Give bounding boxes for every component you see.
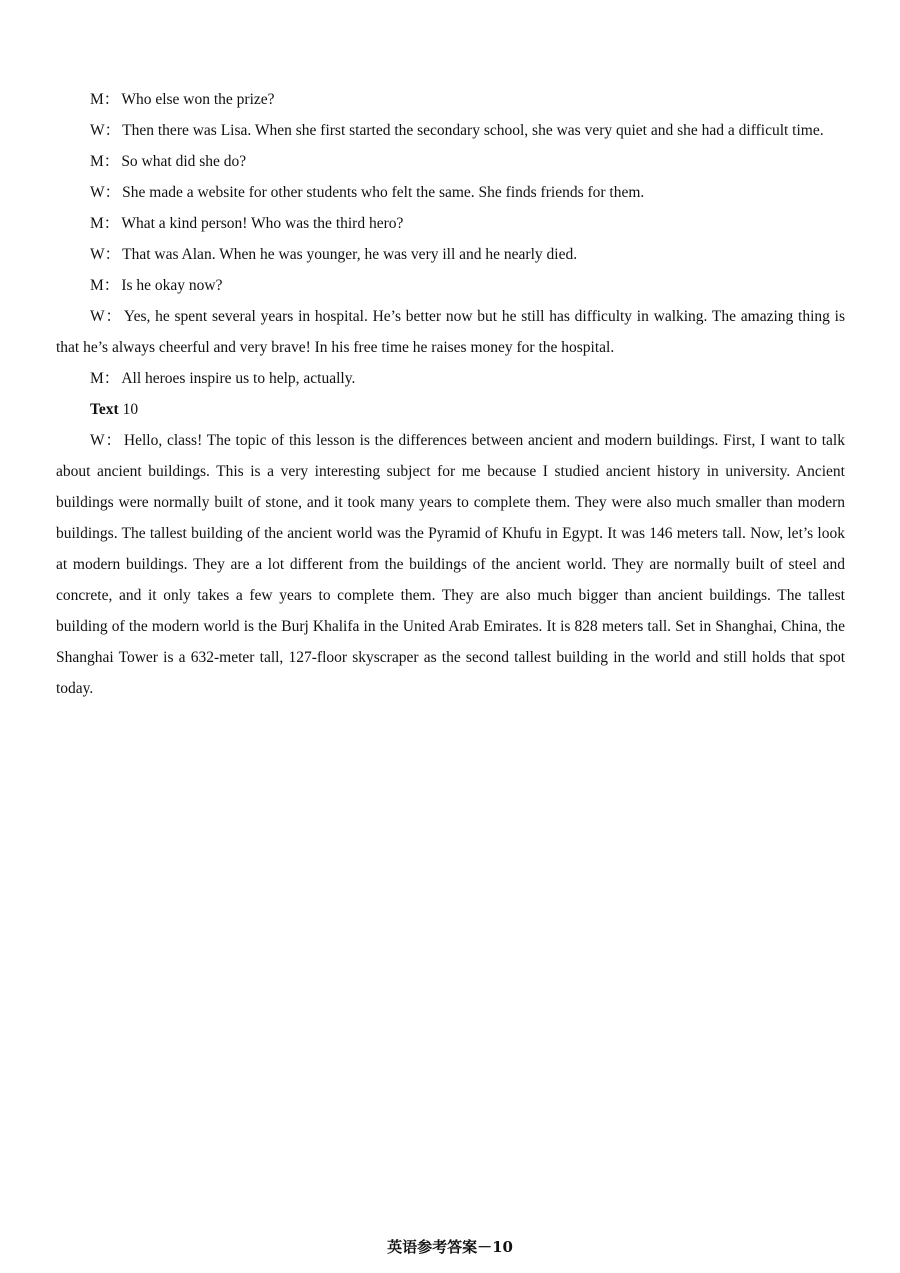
speaker-separator: ： xyxy=(104,246,121,263)
section-heading xyxy=(56,394,845,425)
speaker-separator: ： xyxy=(103,153,120,170)
dialogue-line xyxy=(56,239,845,270)
speaker-separator: ： xyxy=(103,91,120,108)
speaker-separator: ： xyxy=(104,122,121,139)
monologue-text: Hello, class! The topic of this lesson is the differences between ancient and modern buildings. First, I want to talk about ancient buildings. This is a very interesting subject for me because I studied ancient history in university. Ancient buildings were normally built of stone, and it took many years to complete them. They were also much smaller than modern buildings. The tallest building of the ancient world was the Pyramid of Khufu in Egypt. It was 146 meters tall. Now, let’s look at modern buildings. They are a lot different from the buildings of the ancient world. They are normally built of steel and concrete, and it only takes a few years to complete them. They are also much bigger than ancient buildings. The tallest building of the modern world is the Burj Khalifa in the United Arab Emirates. It is 828 meters tall. Set in Shanghai, China, the Shanghai Tower is a 632-meter tall, 127-floor skyscraper as the second tallest building in the world and still holds that spot today. xyxy=(56,432,845,697)
speaker-label: W xyxy=(90,308,105,325)
section-number: 10 xyxy=(118,401,139,418)
speaker-separator: ： xyxy=(104,184,121,201)
speaker-label: W xyxy=(90,122,105,139)
speaker-label: W xyxy=(90,432,105,449)
line-text: So what did she do? xyxy=(121,153,247,170)
line-text: What a kind person! Who was the third hero? xyxy=(121,215,404,232)
transcript xyxy=(56,84,845,704)
line-text: All heroes inspire us to help, actually. xyxy=(121,370,356,387)
speaker-label: M xyxy=(90,370,104,387)
speaker-separator: ： xyxy=(104,308,122,325)
speaker-separator: ： xyxy=(103,277,120,294)
page-footer: 英语参考答案－10 xyxy=(387,1238,513,1256)
dialogue-line xyxy=(56,363,845,394)
speaker-separator: ： xyxy=(103,215,120,232)
dialogue-line xyxy=(56,208,845,239)
speaker-separator: ： xyxy=(104,432,122,449)
line-text: Is he okay now? xyxy=(121,277,223,294)
dialogue-line xyxy=(56,177,845,208)
line-text: Yes, he spent several years in hospital. He’s better now but he still has difficulty in walking. The amazing thing is that he’s always cheerful and very brave! In his free time he raises money for the hospital. xyxy=(56,308,845,356)
speaker-separator: ： xyxy=(103,370,120,387)
speaker-label: W xyxy=(90,184,105,201)
dialogue-line xyxy=(56,270,845,301)
line-text: Then there was Lisa. When she first started the secondary school, she was very quiet and she had a difficult time. xyxy=(122,122,824,139)
line-text: That was Alan. When he was younger, he was very ill and he nearly died. xyxy=(122,246,578,263)
dialogue-line xyxy=(56,115,845,146)
speaker-label: W xyxy=(90,246,105,263)
section-label: Text xyxy=(90,401,119,418)
speaker-label: M xyxy=(90,215,104,232)
speaker-label: M xyxy=(90,91,104,108)
speaker-label: M xyxy=(90,277,104,294)
dialogue-line xyxy=(56,146,845,177)
monologue-paragraph xyxy=(56,425,845,704)
dialogue-line xyxy=(56,84,845,115)
speaker-label: M xyxy=(90,153,104,170)
line-text: Who else won the prize? xyxy=(121,91,275,108)
line-text: She made a website for other students who felt the same. She finds friends for them. xyxy=(122,184,645,201)
dialogue-line xyxy=(56,301,845,363)
